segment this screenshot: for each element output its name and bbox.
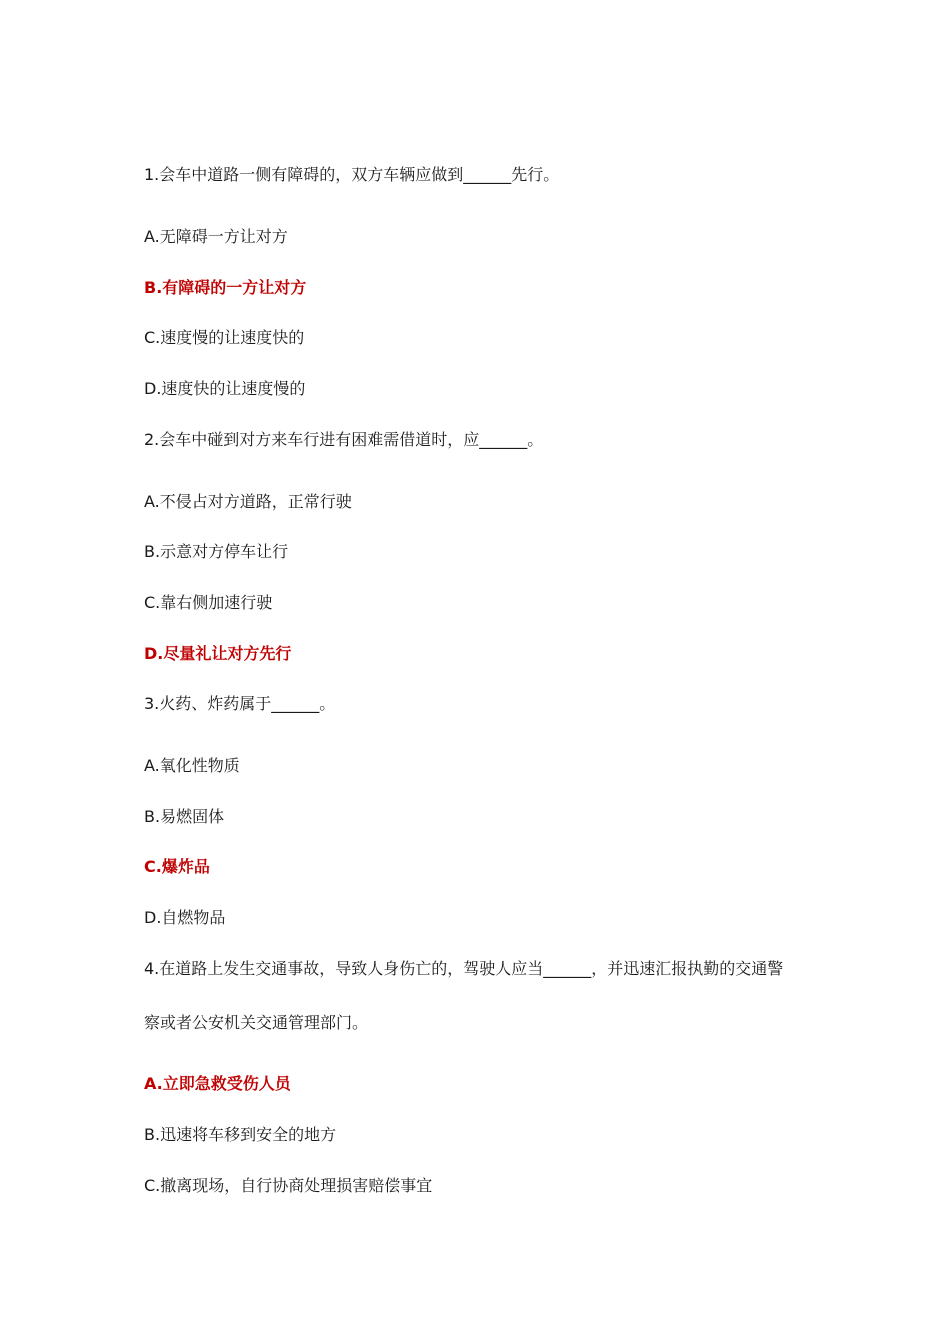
question-2-option-d-answer: D.尽量礼让对方先行 <box>144 644 292 663</box>
question-4-option-c: C.撤离现场，自行协商处理损害赔偿事宜 <box>144 1176 433 1195</box>
question-1-option-a: A.无障碍一方让对方 <box>144 227 288 246</box>
question-2-option-b: B.示意对方停车让行 <box>144 542 289 561</box>
question-2-option-c: C.靠右侧加速行驶 <box>144 593 273 612</box>
question-4-option-a-answer: A.立即急救受伤人员 <box>144 1074 291 1093</box>
question-4-stem-line-1: 4.在道路上发生交通事故，导致人身伤亡的，驾驶人应当______，并迅速汇报执勤的交通警 <box>144 959 784 978</box>
question-3-option-a: A.氧化性物质 <box>144 756 240 775</box>
question-1-stem: 1.会车中道路一侧有障碍的，双方车辆应做到______先行。 <box>144 165 560 184</box>
question-3-option-c-answer: C.爆炸品 <box>144 857 210 876</box>
question-3-option-b: B.易燃固体 <box>144 807 225 826</box>
question-4-option-b: B.迅速将车移到安全的地方 <box>144 1125 337 1144</box>
question-3-option-d: D.自燃物品 <box>144 908 226 927</box>
question-1-option-c: C.速度慢的让速度快的 <box>144 328 305 347</box>
question-3-stem: 3.火药、炸药属于______。 <box>144 694 336 713</box>
question-1-option-d: D.速度快的让速度慢的 <box>144 379 306 398</box>
question-2-option-a: A.不侵占对方道路，正常行驶 <box>144 492 352 511</box>
question-1-option-b-answer: B.有障碍的一方让对方 <box>144 278 307 297</box>
question-2-stem: 2.会车中碰到对方来车行进有困难需借道时，应______。 <box>144 430 544 449</box>
question-4-stem-line-2: 察或者公安机关交通管理部门。 <box>144 1013 369 1032</box>
